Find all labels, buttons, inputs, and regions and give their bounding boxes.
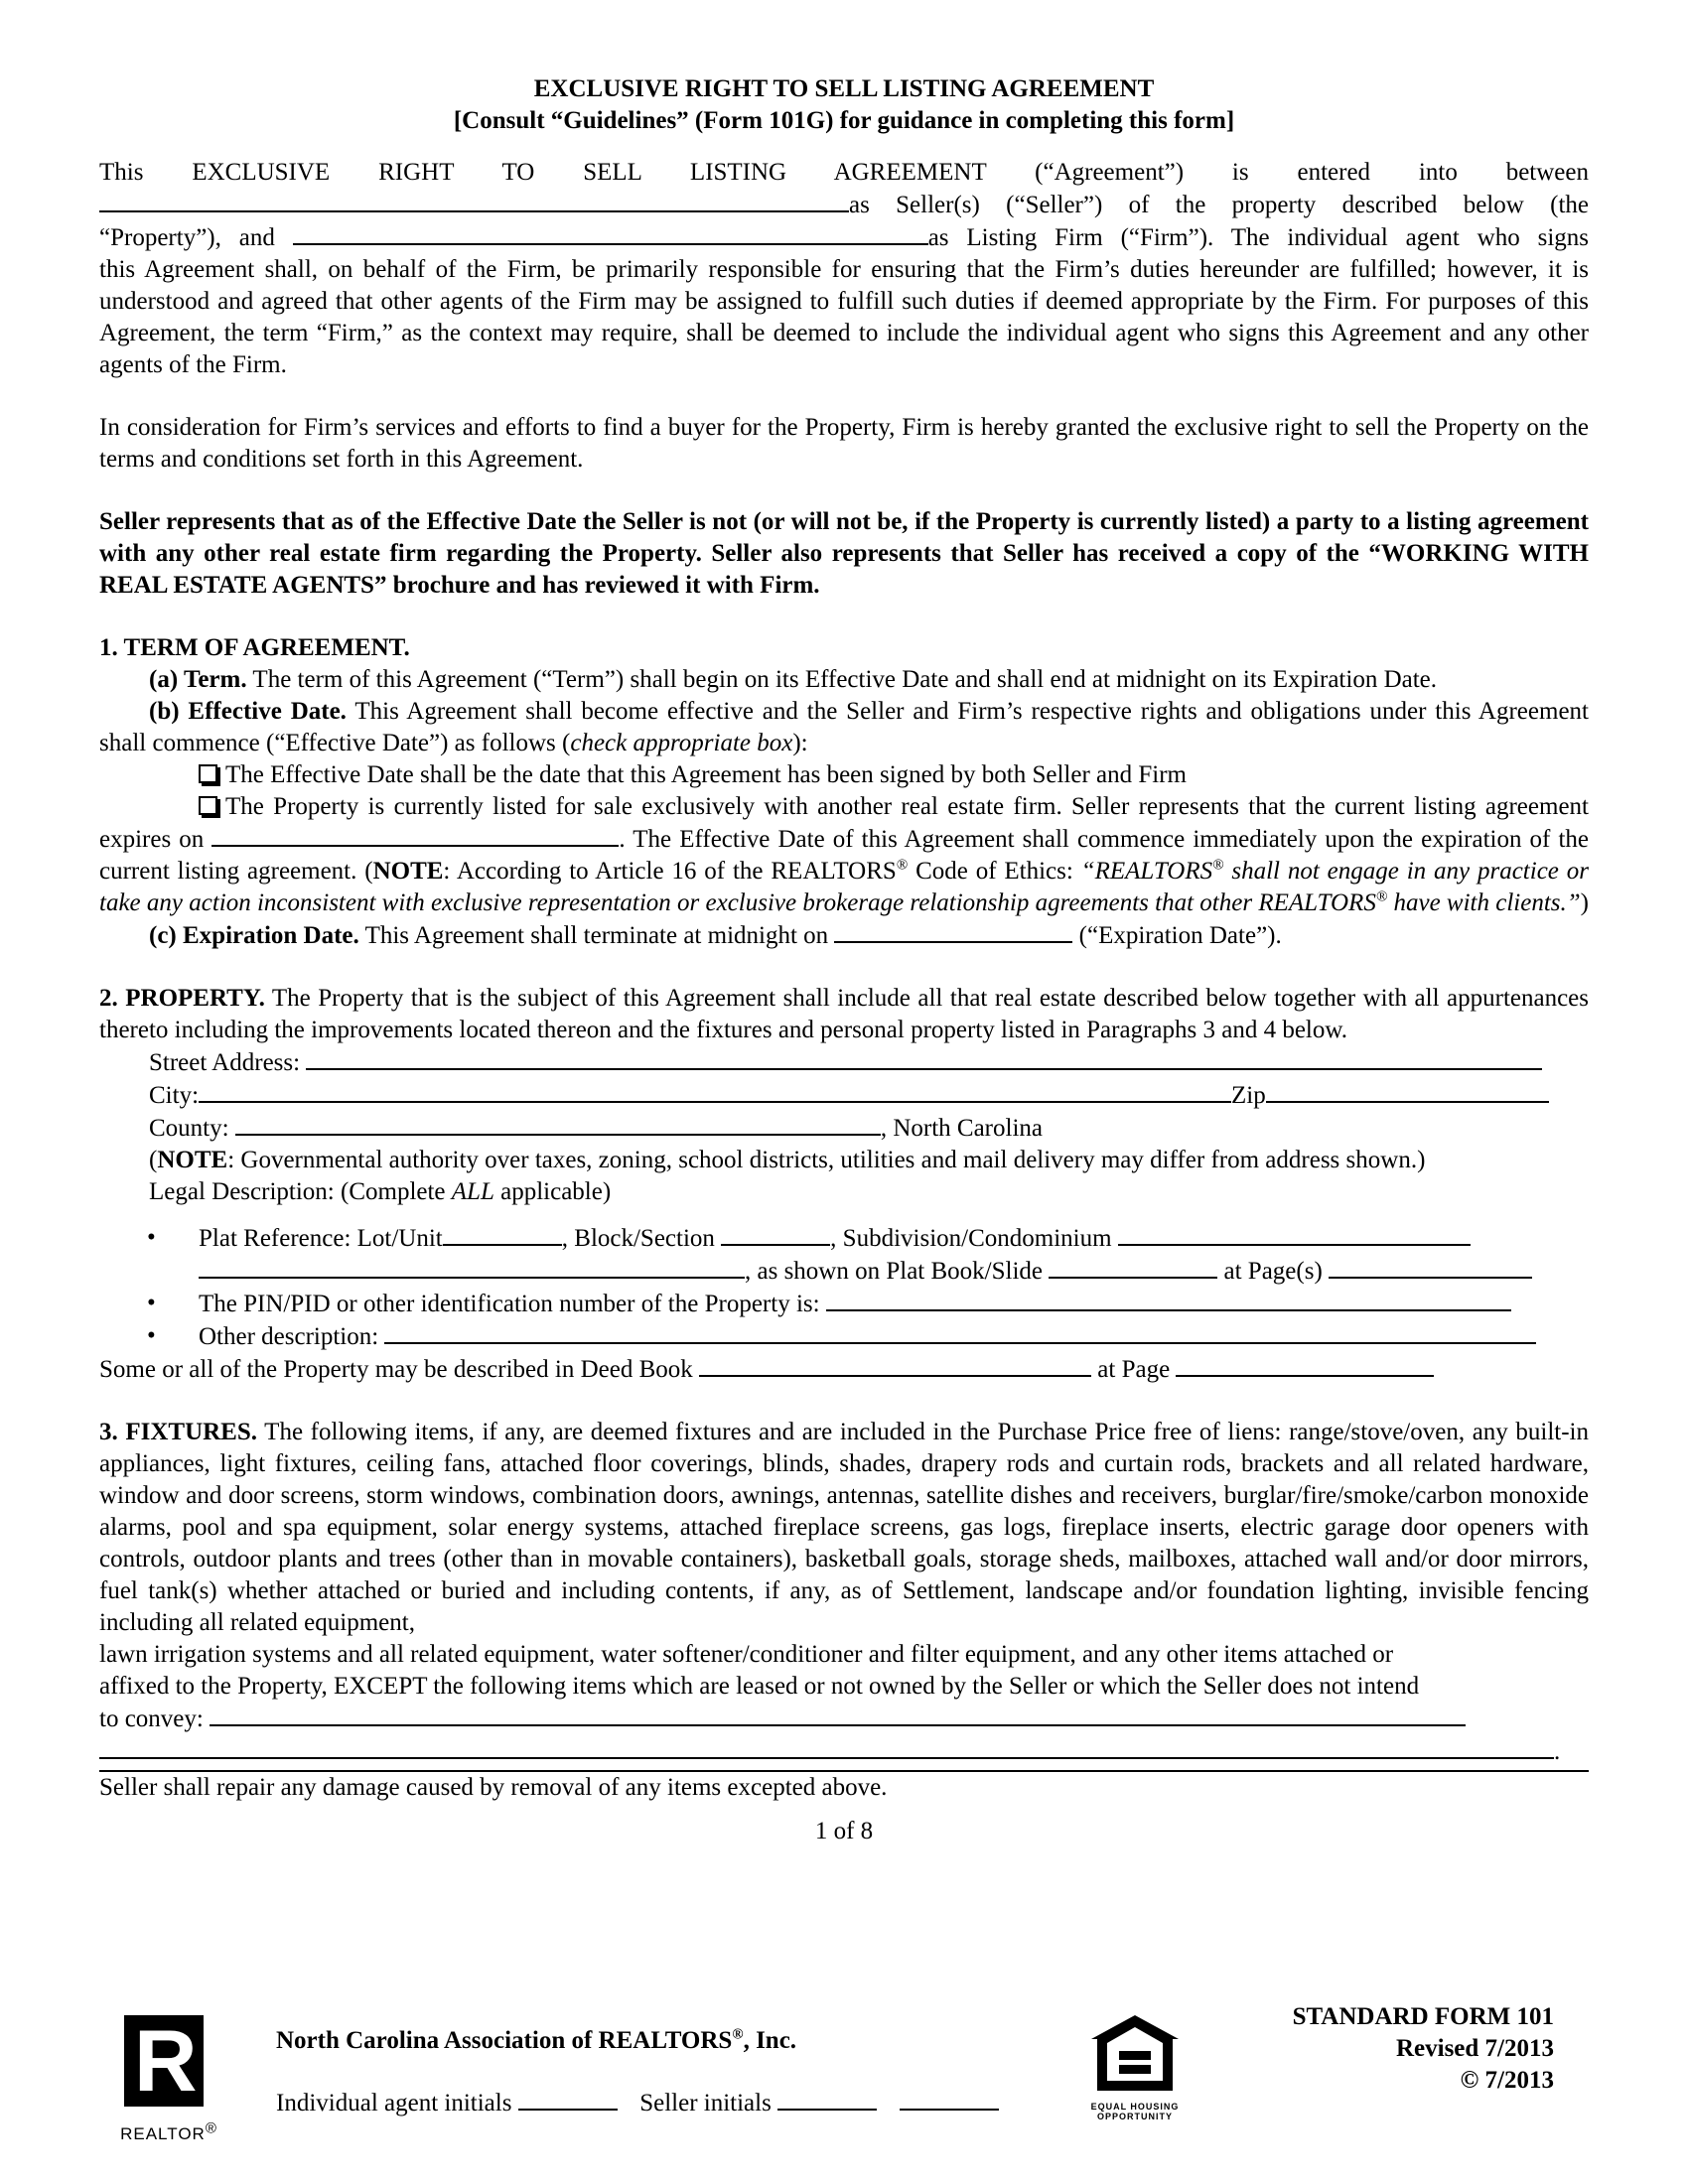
fixtures-line-2: lawn irrigation systems and all related equipment, water softener/conditioner and filter equipment, and any other items attached or	[99, 1641, 1394, 1668]
excluded-items-field-cont[interactable]	[99, 1735, 1554, 1759]
equal-housing-logo	[1080, 2013, 1190, 2127]
bullet: •	[147, 1322, 156, 1349]
effective-option-2: The Property is currently listed for sale exclusively with another real estate firm. Seller represents that the current listing agreement expires on . The Effective Date of this Agreement shall commence immediately upon the expiration of the current listing agreement. (NOTE: According to Article 16 of the REALTORS® Code of Ethics: “REALTORS® shall not engage in any practice or take any action inconsistent with exclusive representation or exclusive brokerage relationship agreements that other REALTORS® have with clients.”)	[99, 793, 1590, 916]
deed-book-field[interactable]	[699, 1353, 1091, 1377]
consideration-paragraph: In consideration for Firm’s services and efforts to find a buyer for the Property, Firm is hereby granted the exclusive right to sell the Property on the terms and conditions set forth in this Agreement.	[99, 414, 1589, 473]
zip-field[interactable]	[1266, 1079, 1549, 1103]
form-revised: Revised 7/2013	[1395, 2035, 1554, 2062]
equal-housing-icon	[1087, 2013, 1183, 2093]
effective-option-1-checkbox[interactable]	[199, 764, 217, 783]
plat-book-field[interactable]	[1049, 1255, 1217, 1279]
realtor-r-icon: R	[134, 2011, 198, 2110]
subdivision-field[interactable]	[1118, 1222, 1471, 1246]
realtor-logo	[120, 2011, 217, 2143]
form-name: STANDARD FORM 101	[1292, 2003, 1554, 2030]
other-description-row: • Other description:	[99, 1320, 1589, 1353]
title-line-1: EXCLUSIVE RIGHT TO SELL LISTING AGREEMENT	[533, 75, 1155, 102]
section-1-heading: 1. TERM OF AGREEMENT.	[99, 634, 410, 661]
form-footer	[99, 2005, 1618, 2144]
block-section-field[interactable]	[721, 1222, 830, 1246]
form-copyright: © 7/2013	[1460, 2067, 1554, 2094]
intro-line-3: “Property”), and as Listing Firm (“Firm”). The individual agent who signs	[99, 221, 1589, 254]
pin-row: • The PIN/PID or other identification number of the Property is:	[99, 1288, 1589, 1320]
seller-initials-field-2[interactable]	[900, 2087, 999, 2111]
document-title	[99, 73, 1589, 137]
effective-date-paragraph: (b) Effective Date. This Agreement shall become effective and the Seller and Firm’s respective rights and obligations under this Agreement shall commence (“Effective Date”) as follows (check appropriate box):	[99, 698, 1589, 756]
plat-reference-row-2: , as shown on Plat Book/Slide at Page(s)	[99, 1255, 1589, 1288]
county-row: County: , North Carolina	[99, 1112, 1589, 1145]
county-field[interactable]	[235, 1112, 881, 1136]
intro-line-1: This EXCLUSIVE RIGHT TO SELL LISTING AGREEMENT (“Agreement”) is entered into between	[99, 159, 1589, 186]
form-identifier	[1293, 2001, 1554, 2097]
initials-row: Individual agent initials Seller initials	[276, 2087, 999, 2119]
term-paragraph: (a) Term. The term of this Agreement (“Term”) shall begin on its Effective Date and shall end at midnight on its Expiration Date.	[149, 666, 1438, 693]
expiration-date-paragraph: (c) Expiration Date. This Agreement shall terminate at midnight on (“Expiration Date”).	[99, 919, 1589, 952]
fixtures-line-3: affixed to the Property, EXCEPT the following items which are leased or not owned by the Seller or which the Seller does not intend	[99, 1673, 1420, 1700]
eho-text-2: OPPORTUNITY	[1096, 2112, 1173, 2121]
realtor-logo-word: REALTOR®	[120, 2119, 217, 2143]
excluded-items-field[interactable]	[210, 1703, 1466, 1726]
listing-firm-field[interactable]	[293, 221, 928, 245]
intro-rest: this Agreement shall, on behalf of the Firm, be primarily responsible for ensuring that the Firm’s duties hereunder are fulfilled; however, it is understood and agreed that other agents of the Firm may be assigned to fulfill such duties if deemed appropriate by the Firm. For purposes of this Agreement, the term “Firm,” as the context may require, shall be deemed to include the individual agent who signs this Agreement and any other agents of the Firm.	[99, 256, 1589, 378]
intro-paragraph	[99, 157, 1589, 381]
plat-page-field[interactable]	[1329, 1255, 1532, 1279]
page-number: 1 of 8	[814, 1818, 874, 1844]
current-listing-expiry-field[interactable]	[211, 823, 619, 847]
fixtures-paragraph: 3. FIXTURES. The following items, if any, are deemed fixtures and are included in the Purchase Price free of liens: range/stove/oven, any built-in appliances, light fixtures, ceiling fans, attached floor coverings, blinds, shades, drapery rods and curtain rods, brackets and all related hardware, window and door screens, storm windows, combination doors, awnings, antennas, satellite dishes and receivers, burglar/fire/smoke/carbon monoxide alarms, pool and spa equipment, solar energy systems, attached fireplace screens, gas logs, fireplace inserts, electric garage door openers with controls, outdoor plants and trees (other than in movable containers), basketball goals, storage sheds, mailboxes, attached wall and/or door mirrors, fuel tank(s) whether attached or buried and including contents, if any, as of Settlement, landscape and/or foundation lighting, invisible fencing including all related equipment,	[99, 1419, 1589, 1636]
subdivision-field-cont[interactable]	[199, 1255, 745, 1279]
legal-description-label: Legal Description: (Complete ALL applicable)	[149, 1178, 612, 1205]
city-field[interactable]	[199, 1079, 1231, 1103]
address-note: (NOTE: Governmental authority over taxes, zoning, school districts, utilities and mail delivery may differ from address shown.)	[149, 1147, 1426, 1173]
pin-field[interactable]	[826, 1288, 1511, 1311]
section-term-of-agreement	[99, 632, 1589, 952]
document-page	[99, 73, 1589, 1847]
section-fixtures	[99, 1417, 1589, 1804]
bullet: •	[147, 1224, 156, 1251]
convey-row-2: .	[99, 1735, 1589, 1768]
deed-page-field[interactable]	[1176, 1353, 1434, 1377]
seller-initials-field-1[interactable]	[777, 2087, 877, 2111]
agent-initials-field[interactable]	[518, 2087, 618, 2111]
bullet: •	[147, 1290, 156, 1316]
seller-name-field[interactable]	[99, 189, 849, 212]
street-address-field[interactable]	[306, 1046, 1542, 1070]
deed-book-row: Some or all of the Property may be described in Deed Book at Page	[99, 1353, 1589, 1386]
other-description-field[interactable]	[384, 1320, 1536, 1344]
lot-unit-field[interactable]	[443, 1222, 562, 1246]
association-name: North Carolina Association of REALTORS®, Inc.	[276, 2026, 797, 2054]
property-paragraph: 2. PROPERTY. The Property that is the subject of this Agreement shall include all that real estate described below together with all appurtenances thereto including the improvements located thereon and the fixtures and personal property listed in Paragraphs 3 and 4 below.	[99, 985, 1589, 1043]
section-property	[99, 983, 1589, 1386]
effective-option-2-checkbox[interactable]	[199, 796, 217, 815]
realtor-logo-mark	[124, 2011, 204, 2110]
city-zip-row: City: Zip	[99, 1079, 1589, 1112]
street-address-row: Street Address:	[99, 1046, 1589, 1079]
repair-sentence: Seller shall repair any damage caused by removal of any items excepted above.	[99, 1774, 888, 1801]
effective-option-1: The Effective Date shall be the date that this Agreement has been signed by both Seller and Firm	[99, 759, 1589, 791]
expiration-date-field[interactable]	[834, 919, 1072, 943]
intro-line-2: as Seller(s) (“Seller”) of the property described below (the	[99, 189, 1589, 221]
eho-text-1: EQUAL HOUSING	[1090, 2102, 1180, 2112]
convey-row: to convey:	[99, 1703, 1589, 1735]
title-line-2: [Consult “Guidelines” (Form 101G) for guidance in completing this form]	[453, 107, 1235, 134]
representation-paragraph: Seller represents that as of the Effective Date the Seller is not (or will not be, if the Property is currently listed) a party to a listing agreement with any other real estate firm regarding the Property. Seller also represents that Seller has received a copy of the “WORKING WITH REAL ESTATE AGENTS” brochure and has reviewed it with Firm.	[99, 508, 1589, 599]
plat-reference-row: • Plat Reference: Lot/Unit , Block/Section , Subdivision/Condominium	[99, 1222, 1589, 1255]
